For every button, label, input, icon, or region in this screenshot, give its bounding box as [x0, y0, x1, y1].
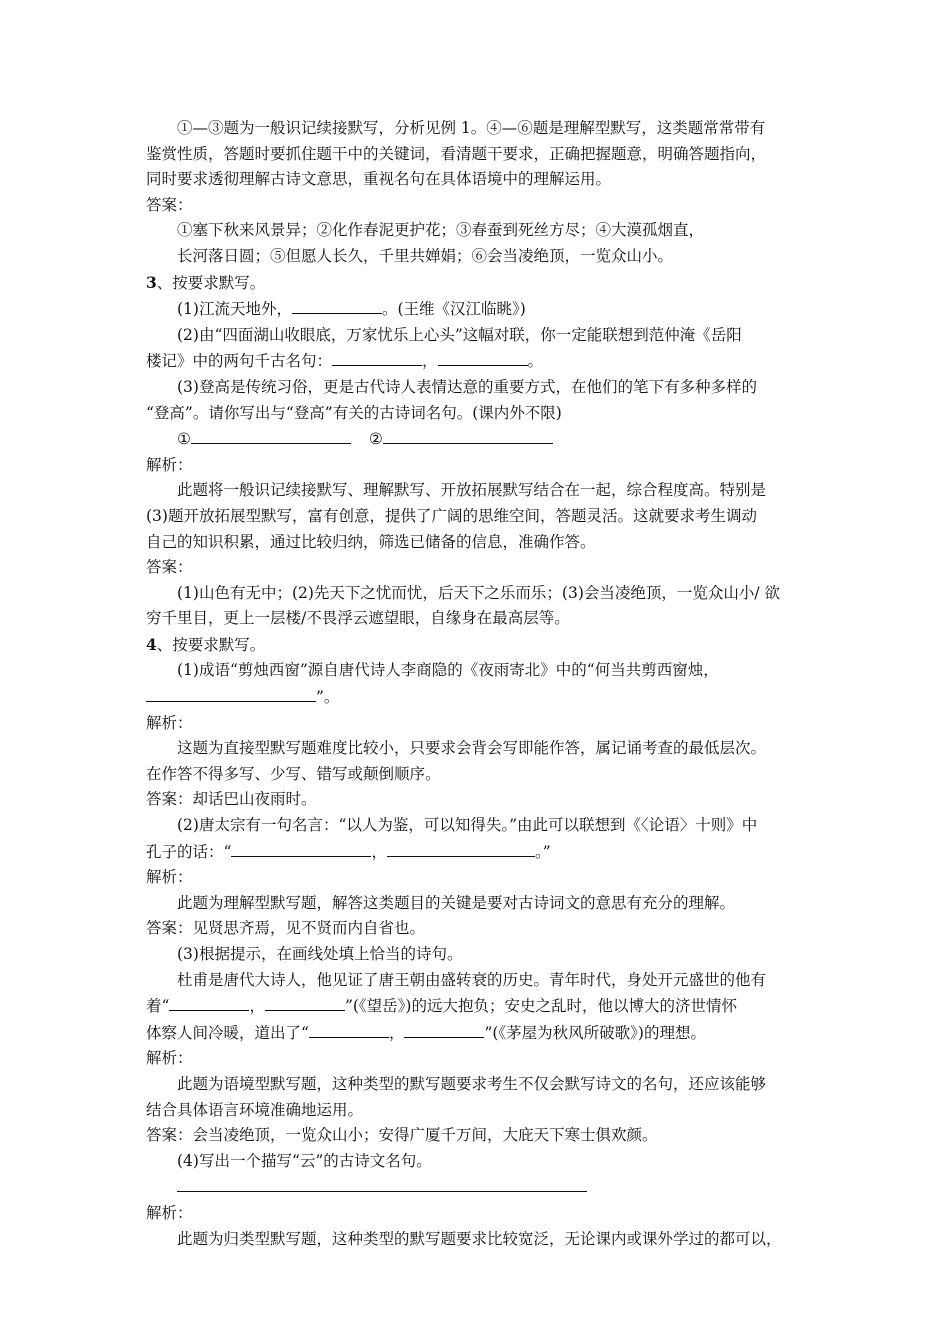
question-text: 孔子的话：“ [146, 842, 232, 861]
paragraph: 鉴赏性质，答题时要抓住题干中的关键词，看清题干要求，正确把握题意，明确答题指向， [146, 144, 767, 163]
analysis-label: 解析： [146, 868, 193, 887]
question-text: ”(《茅屋为秋风所破歌》)的理想。 [484, 1023, 706, 1042]
answer-blank[interactable] [383, 426, 553, 444]
paragraph: 同时要求透彻理解古诗文意思，重视名句在具体语境中的理解运用。 [146, 170, 612, 189]
analysis-text: 结合具体语言环境准确地运用。 [146, 1100, 364, 1119]
question-text: ， [249, 997, 265, 1016]
question-item: (4)写出一个描写“云”的古诗文名句。 [177, 1151, 432, 1170]
question-item: (3)根据提示，在画线处填上恰当的诗句。 [177, 945, 463, 963]
analysis-label: 解析： [146, 1049, 193, 1068]
question-number: 3 [146, 272, 157, 292]
answer-text: ①塞下秋来风景异；②化作春泥更护花；③春蚕到死丝方尽；④大漠孤烟直， [177, 221, 705, 240]
answer-text: 长河落日圆；⑤但愿人长久，千里共婵娟；⑥会当凌绝顶，一览众山小。 [177, 246, 674, 265]
question-text: ， [371, 842, 387, 861]
analysis-label: 解析： [146, 1203, 193, 1222]
question-text: ”(《望岳》)的远大抱负；安史之乱时，他以博大的济世情怀 [344, 997, 737, 1016]
question-item: (1)成语“剪烛西窗”源自唐代诗人李商隐的《夜雨寄北》中的“何当共剪西窗烛， [177, 661, 719, 680]
answer-blank[interactable] [146, 684, 316, 702]
analysis-text: 自己的知识积累，通过比较归纳，筛选已储备的信息，准确作答。 [146, 532, 596, 551]
question-item: 杜甫是唐代大诗人，他见证了唐王朝由盛转衰的历史。青年时代，身处开元盛世的他有 [177, 970, 767, 989]
question-item: (3)登高是传统习俗，更是古代诗人表情达意的重要方式，在他们的笔下有多种多样的 [177, 377, 757, 396]
answer-blank[interactable] [438, 348, 528, 366]
question-title: 、按要求默写。 [156, 273, 266, 292]
analysis-text: 这题为直接型默写题难度比较小，只要求会背会写即能作答，属记诵考查的最低层次。 [177, 739, 767, 758]
analysis-text: 此题为归类型默写题，这种类型的默写题要求比较宽泛，无论课内或课外学过的都可以， [177, 1229, 782, 1248]
question-text: 体察人间冷暖，道出了“ [146, 1023, 309, 1042]
answer-label: 答案： [146, 195, 193, 214]
question-item [146, 1020, 810, 1047]
question-item [146, 1174, 810, 1201]
question-text: ”。 [316, 688, 340, 707]
document-page [146, 116, 810, 1252]
answer-text: 穷千里目，更上一层楼/不畏浮云遮望眼，自缘身在最高层等。 [146, 609, 570, 628]
question-text: 。” [534, 842, 551, 861]
question-text: ， [422, 352, 438, 371]
answer-blank[interactable] [169, 993, 249, 1011]
question-text: ① [177, 430, 191, 449]
analysis-text: (3)题开放拓展型默写，富有创意，提供了广阔的思维空间，答题灵活。这就要求考生调动 [146, 506, 757, 525]
question-title: 、按要求默写。 [156, 635, 266, 654]
answer-blank[interactable] [231, 839, 371, 857]
answer-blank[interactable] [265, 993, 345, 1011]
question-heading [146, 270, 810, 297]
answer-text: (1)山色有无中；(2)先天下之忧而忧，后天下之乐而乐；(3)会当凌绝顶，一览众山小/ 欲 [177, 583, 781, 602]
question-text: ② [368, 430, 383, 449]
question-item: “登高”。请你写出与“登高”有关的古诗词名句。(课内外不限) [146, 403, 562, 422]
answer-blank[interactable] [292, 296, 382, 314]
analysis-text: 在作答不得多写、少写、错写或颠倒顺序。 [146, 764, 441, 783]
question-item [146, 839, 810, 866]
analysis-label: 解析： [146, 713, 193, 732]
paragraph: ①—③题为一般识记续接默写，分析见例 1。④—⑥题是理解型默写，这类题常常带有 [177, 119, 766, 137]
question-item [146, 296, 810, 323]
answer-blank[interactable] [387, 839, 535, 857]
answer-blank[interactable] [177, 1174, 587, 1192]
question-item [146, 348, 810, 375]
question-item [146, 426, 810, 453]
question-text: 。(王维《汉江临眺》) [381, 300, 526, 319]
question-item [146, 684, 810, 711]
answer-blank[interactable] [404, 1020, 484, 1038]
analysis-label: 解析： [146, 455, 193, 474]
answer-label: 答案： [146, 558, 193, 577]
question-text: 着“ [146, 997, 170, 1016]
question-text: ， [388, 1023, 405, 1042]
analysis-text: 此题将一般识记续接默写、理解默写、开放拓展默写结合在一起，综合程度高。特别是 [177, 481, 767, 500]
analysis-text: 此题为理解型默写题，解答这类题目的关键是要对古诗词文的意思有充分的理解。 [177, 893, 736, 912]
answer-blank[interactable] [191, 426, 351, 444]
question-text: 楼记》中的两句千古名句： [146, 352, 333, 371]
answer-text: 答案：见贤思齐焉，见不贤而内自省也。 [146, 919, 426, 938]
answer-text: 答案：却话巴山夜雨时。 [146, 790, 317, 809]
question-item: (2)由“四面湖山收眼底，万家忧乐上心头”这幅对联，你一定能联想到范仲淹《岳阳 [177, 325, 742, 344]
answer-blank[interactable] [309, 1020, 389, 1038]
answer-blank[interactable] [332, 348, 422, 366]
question-text: (1)江流天地外， [177, 300, 292, 319]
question-item [146, 993, 810, 1020]
question-item: (2)唐太宗有一句名言：“以人为鉴，可以知得失。”由此可以联想到《〈论语〉十则》中 [177, 816, 758, 835]
question-text: 。 [527, 352, 544, 371]
answer-text: 答案：会当凌绝顶，一览众山小；安得广厦千万间，大庇天下寒士俱欢颜。 [146, 1126, 658, 1145]
analysis-text: 此题为语境型默写题，这种类型的默写题要求考生不仅会默写诗文的名句，还应该能够 [177, 1074, 767, 1093]
question-heading [146, 632, 810, 659]
question-number: 4 [146, 634, 157, 654]
